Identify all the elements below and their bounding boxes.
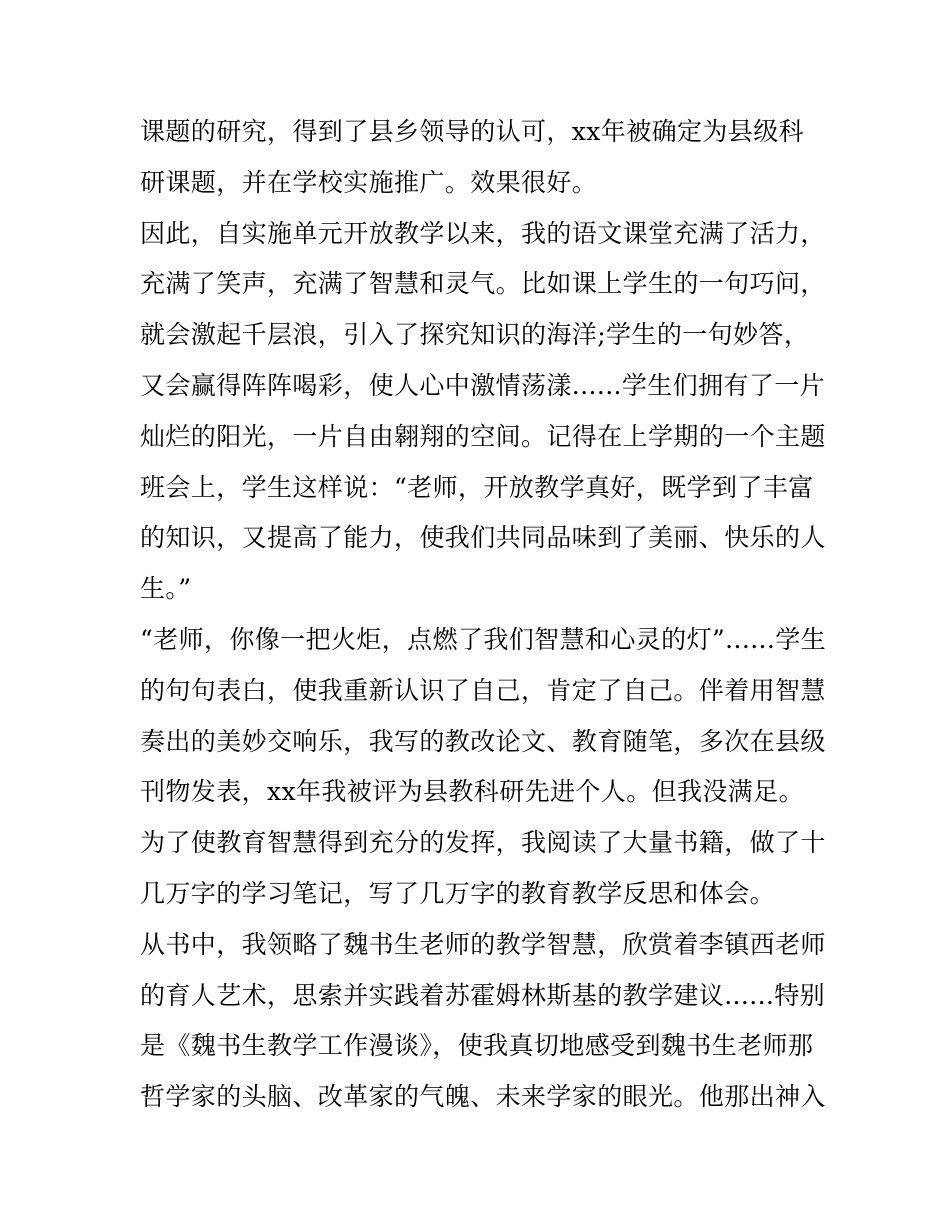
text-line: 哲学家的头脑、改革家的气魄、未来学家的眼光。他那出神入 xyxy=(140,1082,826,1112)
text-line: 为了使教育智慧得到充分的发挥，我阅读了大量书籍，做了十 xyxy=(140,828,826,858)
text-line: 因此，自实施单元开放教学以来，我的语文课堂充满了活力， xyxy=(140,218,826,248)
text-line: 班会上，学生这样说：“老师，开放教学真好，既学到了丰富 xyxy=(140,472,814,502)
text-line: “老师，你像一把火炬，点燃了我们智慧和心灵的灯”......学生 xyxy=(140,624,827,654)
text-line: 课题的研究，得到了县乡领导的认可，xx年被确定为县级科 xyxy=(140,117,805,146)
text-line: 的育人艺术，思索并实践着苏霍姆林斯基的教学建议......特别 xyxy=(140,980,826,1010)
text-line: 从书中，我领略了魏书生老师的教学智慧，欣赏着李镇西老师 xyxy=(140,929,826,959)
text-line: 就会激起千层浪，引入了探究知识的海洋;学生的一句妙答， xyxy=(140,320,810,350)
text-line: 灿烂的阳光，一片自由翱翔的空间。记得在上学期的一个主题 xyxy=(140,421,826,451)
text-line: 研课题，并在学校实施推广。效果很好。 xyxy=(140,167,598,197)
text-line: 生。” xyxy=(140,574,192,604)
text-line: 的知识，又提高了能力，使我们共同品味到了美丽、快乐的人 xyxy=(140,523,826,553)
text-line: 又会赢得阵阵喝彩，使人心中激情荡漾......学生们拥有了一片 xyxy=(140,370,826,400)
text-line: 充满了笑声，充满了智慧和灵气。比如课上学生的一句巧问， xyxy=(140,269,826,299)
text-line: 奏出的美妙交响乐，我写的教改论文、教育随笔，多次在县级 xyxy=(140,726,826,756)
text-line: 几万字的学习笔记，写了几万字的教育教学反思和体会。 xyxy=(140,878,776,908)
document-body xyxy=(140,107,827,1123)
text-line: 是《魏书生教学工作漫谈》，使我真切地感受到魏书生老师那 xyxy=(140,1031,814,1061)
text-line: 刊物发表，xx年我被评为县教科研先进个人。但我没满足。 xyxy=(140,777,805,807)
text-line: 的句句表白，使我重新认识了自己，肯定了自己。伴着用智慧 xyxy=(140,675,826,705)
